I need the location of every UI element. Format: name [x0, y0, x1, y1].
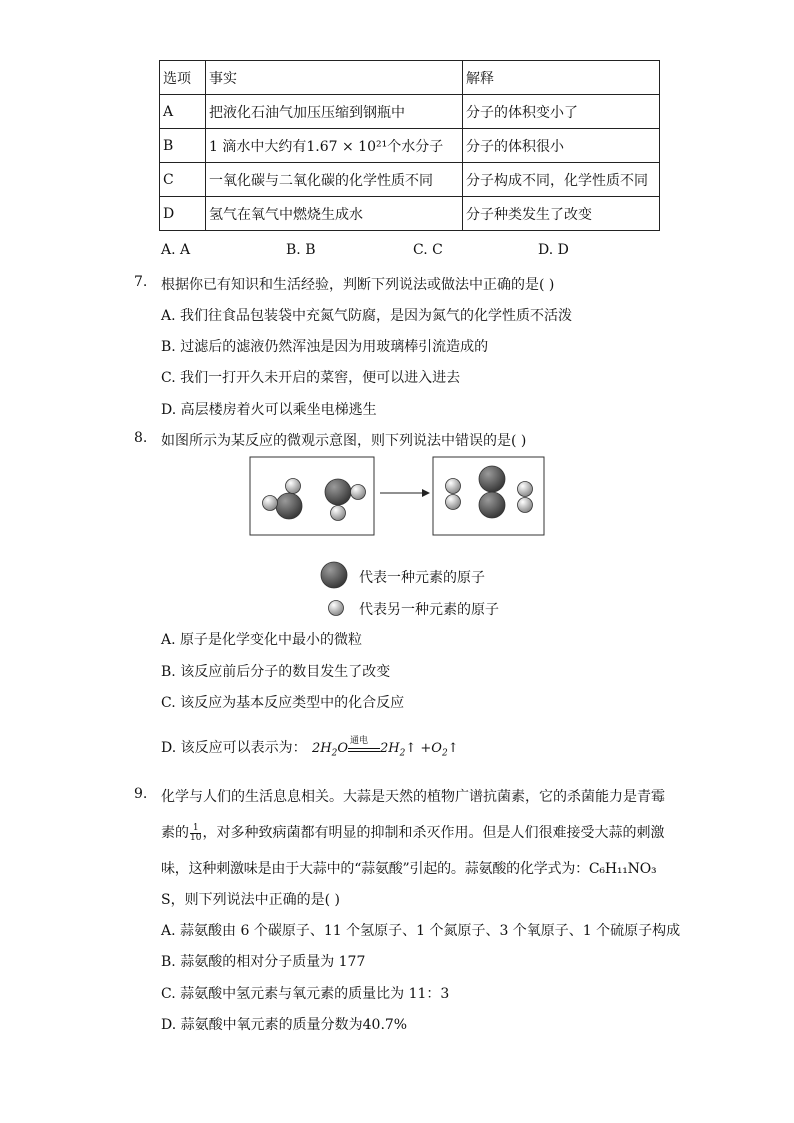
table-cell: 一氧化碳与二氧化碳的化学性质不同	[206, 163, 463, 197]
reactants-box	[250, 457, 374, 535]
table-cell: 分子构成不同，化学性质不同	[463, 163, 660, 197]
small-atom	[331, 506, 346, 521]
small-atom	[446, 495, 461, 510]
q9-line-2a: 素的	[161, 825, 189, 841]
table-row	[160, 197, 660, 231]
q8-option-b: B. 该反应前后分子的数目发生了改变	[161, 664, 391, 680]
table-cell: D	[160, 197, 206, 231]
table-cell: C	[160, 163, 206, 197]
table-row	[160, 163, 660, 197]
small-atom	[351, 485, 366, 500]
big-atom	[479, 492, 505, 518]
legend-big-label: 代表一种元素的原子	[359, 570, 485, 586]
q9-line-2	[161, 822, 664, 843]
table-cell: 1 滴水中大约有1.67 × 10²¹个水分子	[206, 129, 463, 163]
table-cell: B	[160, 129, 206, 163]
big-atom	[325, 479, 351, 505]
products-box	[433, 457, 544, 535]
table-header-cell: 选项	[160, 61, 206, 95]
q8-number: 8.	[134, 430, 148, 446]
facts-table	[159, 60, 660, 231]
small-atom	[518, 482, 533, 497]
q9-option-a: A. 蒜氨酸由 6 个碳原子、11 个氢原子、1 个氮原子、3 个氧原子、1 个硫原子构成	[161, 923, 681, 939]
reaction-arrow	[380, 489, 430, 497]
table-header-row	[160, 61, 660, 95]
legend-small-label: 代表另一种元素的原子	[359, 602, 499, 618]
small-atom	[286, 479, 301, 494]
table-cell: A	[160, 95, 206, 129]
q8-stem: 如图所示为某反应的微观示意图，则下列说法中错误的是( )	[161, 433, 527, 449]
fraction-denominator: 10	[190, 832, 202, 843]
q9-number: 9.	[134, 786, 148, 802]
q9-option-b: B. 蒜氨酸的相对分子质量为 177	[161, 954, 366, 970]
q8-option-a: A. 原子是化学变化中最小的微粒	[161, 632, 363, 648]
legend-big-atom-icon	[321, 562, 347, 588]
q6-option-b: B. B	[286, 242, 316, 258]
q8-option-d: D. 该反应可以表示为：	[161, 740, 307, 756]
small-atom	[446, 479, 461, 494]
q9-option-c: C. 蒜氨酸中氢元素与氧元素的质量比为 11：3	[161, 986, 450, 1002]
table-cell: 把液化石油气加压压缩到钢瓶中	[206, 95, 463, 129]
fraction-numerator: 1	[190, 824, 201, 834]
q9-option-d: D. 蒜氨酸中氧元素的质量分数为40.7%	[161, 1017, 408, 1033]
q7-option-a: A. 我们往食品包装袋中充氮气防腐，是因为氮气的化学性质不活泼	[161, 308, 573, 324]
table-cell: 分子的体积很小	[463, 129, 660, 163]
q7-number: 7.	[134, 274, 148, 290]
table-row	[160, 95, 660, 129]
fraction	[190, 824, 201, 843]
q8-option-c: C. 该反应为基本反应类型中的化合反应	[161, 695, 405, 711]
table-header-cell: 解释	[463, 61, 660, 95]
q7-option-d: D. 高层楼房着火可以乘坐电梯逃生	[161, 402, 377, 418]
q9-line-1: 化学与人们的生活息息相关。大蒜是天然的植物广谱抗菌素，它的杀菌能力是青霉	[161, 789, 665, 805]
legend-small-atom-icon	[329, 601, 344, 616]
q6-option-c: C. C	[413, 242, 443, 258]
small-atom	[518, 498, 533, 513]
small-atom	[263, 496, 278, 511]
table-header-cell: 事实	[206, 61, 463, 95]
q9-line-3: 味，这种刺激味是由于大蒜中的“蒜氨酸”引起的。蒜氨酸的化学式为：C₆H₁₁NO₃	[161, 861, 657, 877]
q6-option-a: A. A	[161, 242, 191, 258]
q7-stem: 根据你已有知识和生活经验，判断下列说法或做法中正确的是( )	[161, 277, 555, 293]
table-row	[160, 129, 660, 163]
q7-option-b: B. 过滤后的滤液仍然浑浊是因为用玻璃棒引流造成的	[161, 339, 489, 355]
q9-line-2b: ，对多种致病菌都有明显的抑制和杀灭作用。但是人们很难接受大蒜的刺激	[202, 825, 665, 841]
reaction-condition: 通电	[350, 736, 369, 746]
table-cell: 氢气在氧气中燃烧生成水	[206, 197, 463, 231]
q7-option-c: C. 我们一打开久未开启的菜窖，便可以进入进去	[161, 370, 461, 386]
big-atom	[276, 493, 302, 519]
table-cell: 分子种类发生了改变	[463, 197, 660, 231]
q6-option-d: D. D	[538, 242, 569, 258]
table-cell: 分子的体积变小了	[463, 95, 660, 129]
reaction-equation: $2H_2O$ 通电 $2H_2↑$ $+O_2↑$	[312, 741, 459, 759]
big-atom	[479, 466, 505, 492]
q9-line-4: S，则下列说法中正确的是( )	[161, 892, 340, 908]
